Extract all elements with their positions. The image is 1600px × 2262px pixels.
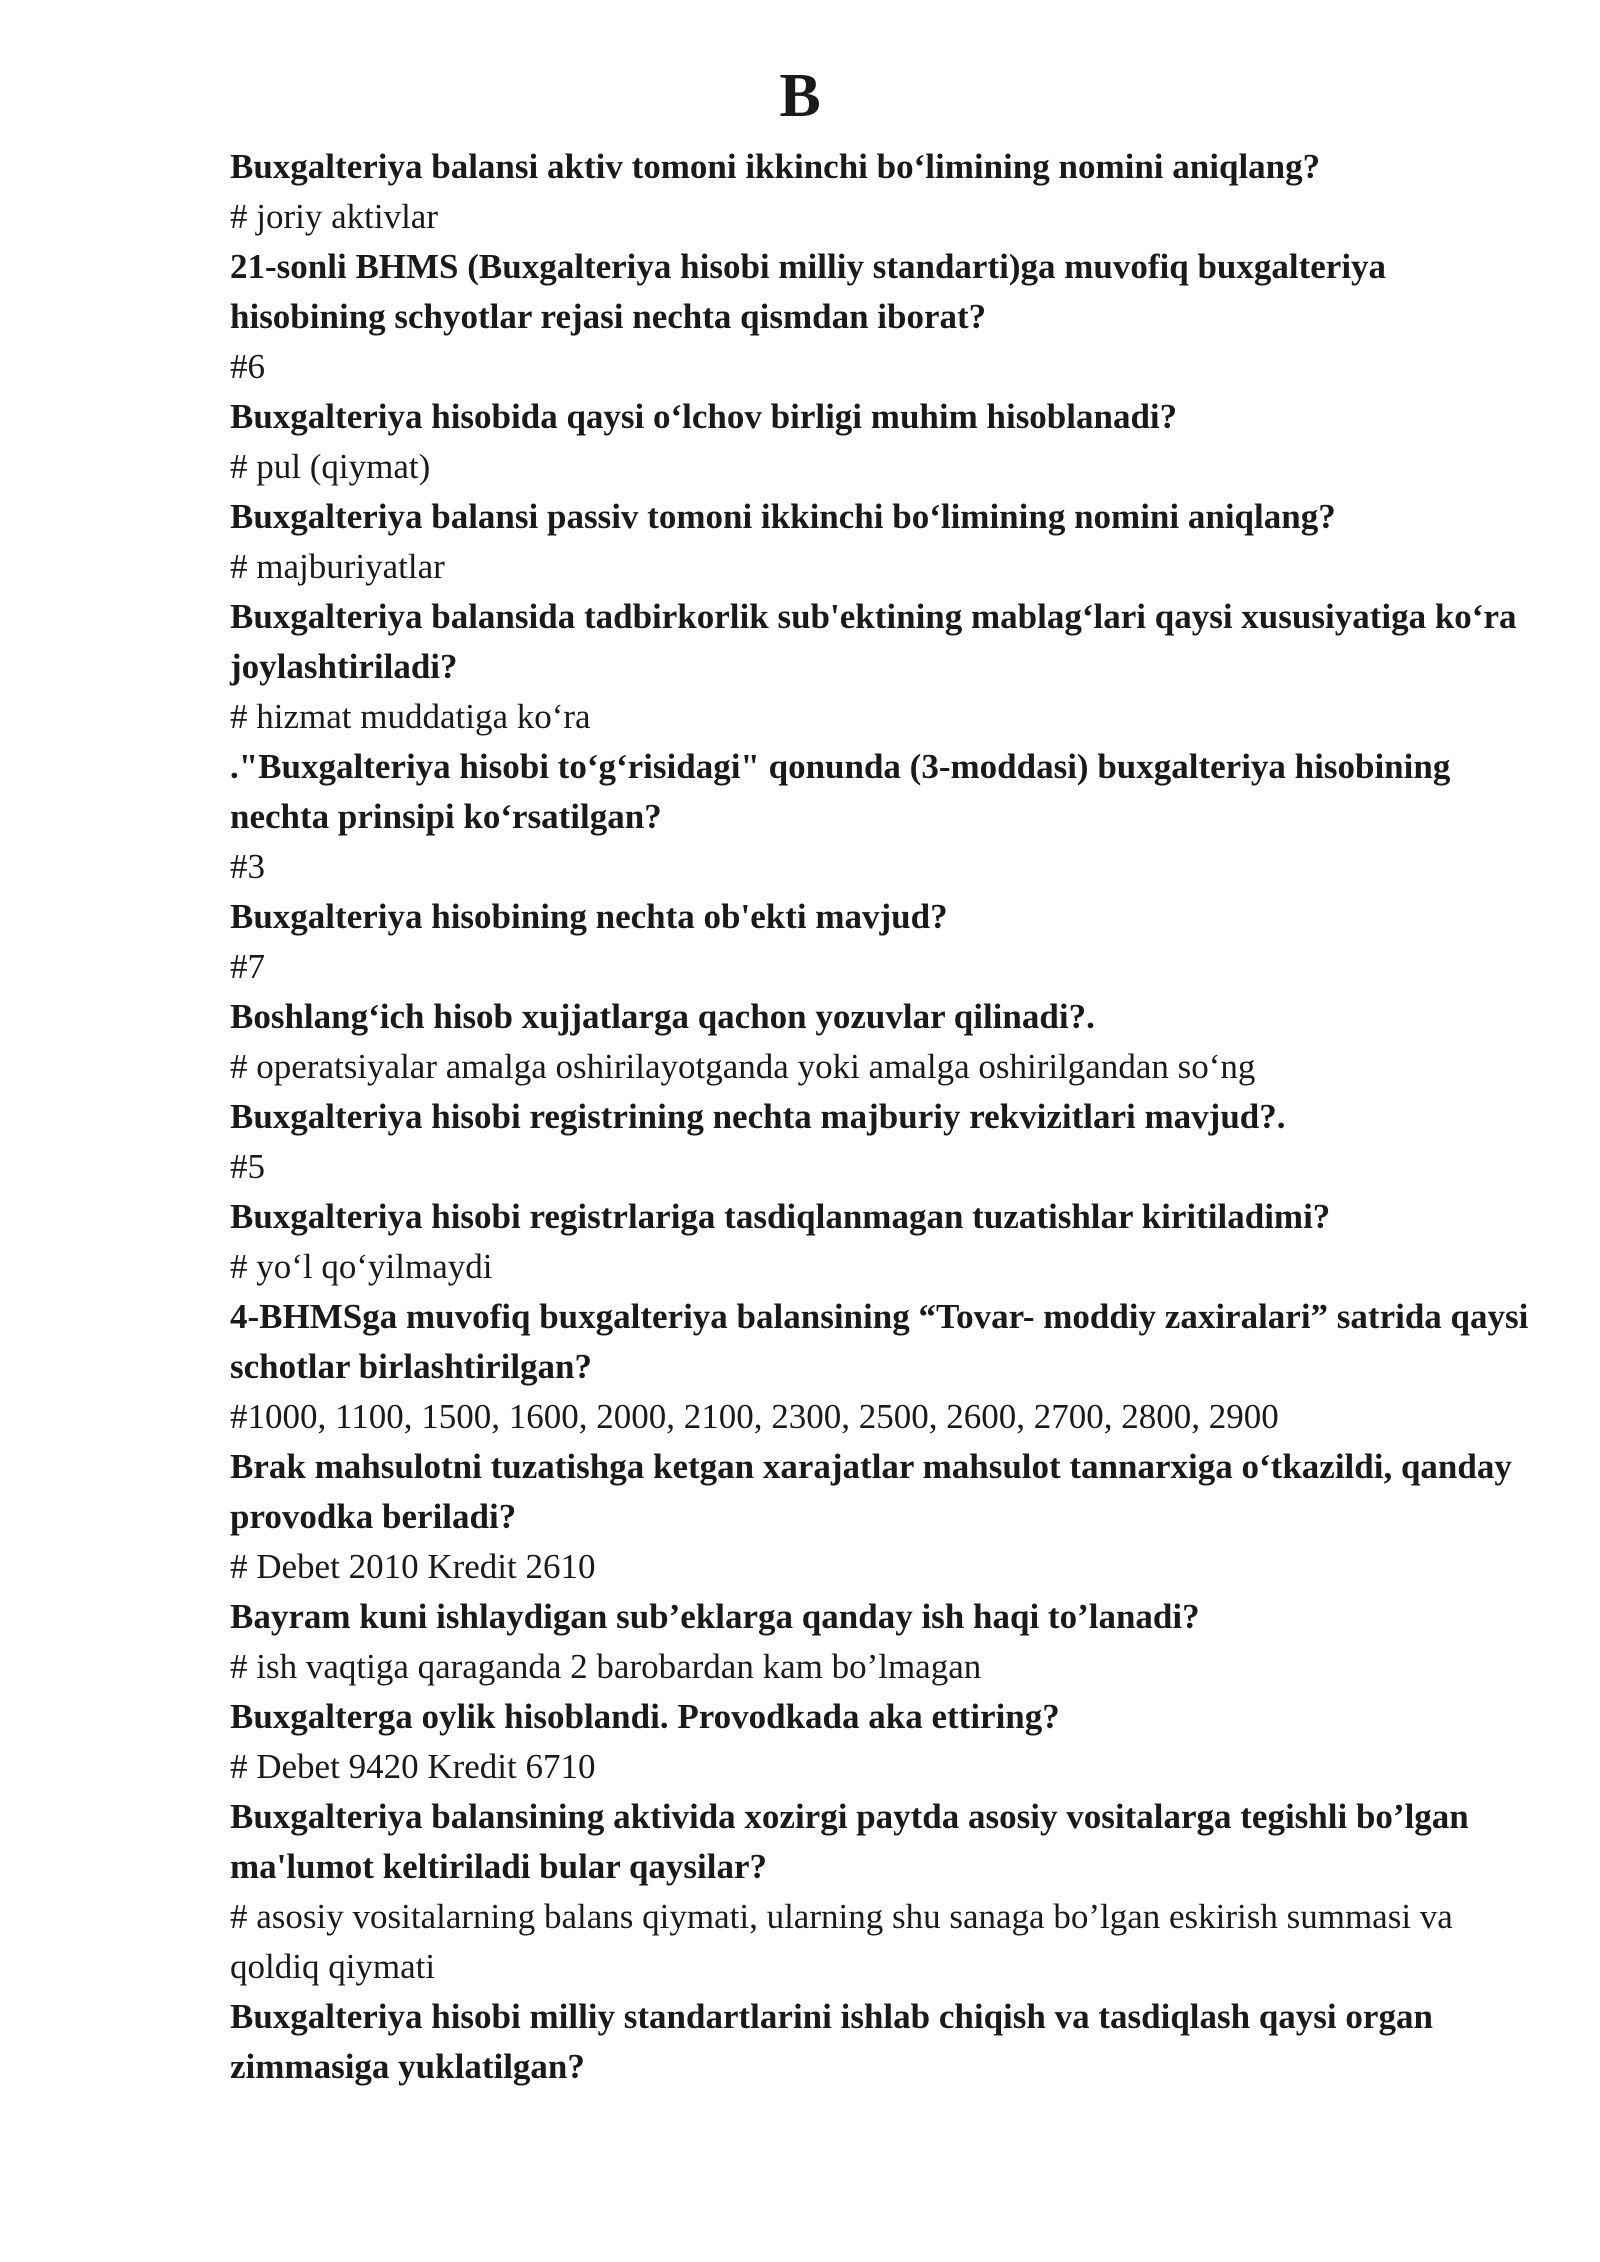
answer-text: #1000, 1100, 1500, 1600, 2000, 2100, 2300, 2500, 2600, 2700, 2800, 2900 xyxy=(230,1397,1279,1436)
qa-item xyxy=(230,592,1530,742)
question-text: 4-BHMSga muvofiq buxgalteriya balansining “Tovar- moddiy zaxiralari” satrida qaysi schotlar birlashtirilgan? xyxy=(230,1297,1529,1386)
qa-item xyxy=(230,1792,1530,1992)
qa-item xyxy=(230,1692,1530,1792)
question-text: Buxgalteriya hisobining nechta ob'ekti mavjud? xyxy=(230,897,948,936)
answer-text: #6 xyxy=(230,347,265,386)
qa-item xyxy=(230,392,1530,492)
question-text: Buxgalterga oylik hisoblandi. Provodkada aka ettiring? xyxy=(230,1697,1060,1736)
answer-text: #7 xyxy=(230,947,265,986)
qa-item xyxy=(230,1192,1530,1292)
answer-text: # hizmat muddatiga ko‘ra xyxy=(230,697,591,736)
qa-item xyxy=(230,1592,1530,1692)
qa-item xyxy=(230,142,1530,242)
question-text: ."Buxgalteriya hisobi to‘g‘risidagi" qonunda (3-moddasi) buxgalteriya hisobining nechta prinsipi ko‘rsatilgan? xyxy=(230,747,1451,836)
answer-text: # pul (qiymat) xyxy=(230,447,431,486)
answer-text: #3 xyxy=(230,847,265,886)
question-text: Buxgalteriya hisobi registrining nechta majburiy rekvizitlari mavjud?. xyxy=(230,1097,1286,1136)
qa-list xyxy=(230,142,1530,2092)
page-heading: B xyxy=(779,62,821,130)
answer-text: # ish vaqtiga qaraganda 2 barobardan kam bo’lmagan xyxy=(230,1647,982,1686)
answer-text: # joriy aktivlar xyxy=(230,197,439,236)
question-text: Buxgalteriya balansining aktivida xozirgi paytda asosiy vositalarga tegishli bo’lgan ma'lumot keltiriladi bular qaysilar? xyxy=(230,1797,1469,1886)
question-text: Buxgalteriya hisobida qaysi o‘lchov birligi muhim hisoblanadi? xyxy=(230,397,1178,436)
qa-item xyxy=(230,242,1530,392)
answer-text: # asosiy vositalarning balans qiymati, ularning shu sanaga bo’lgan eskirish summasi va qoldiq qiymati xyxy=(230,1897,1453,1986)
question-text: Buxgalteriya balansida tadbirkorlik sub'ektining mablag‘lari qaysi xususiyatiga ko‘ra joylashtiriladi? xyxy=(230,597,1517,686)
question-text: 21-sonli BHMS (Buxgalteriya hisobi milliy standarti)ga muvofiq buxgalteriya hisobining schyotlar rejasi nechta qismdan iborat? xyxy=(230,247,1387,336)
question-text: Buxgalteriya balansi passiv tomoni ikkinchi bo‘limining nomini aniqlang? xyxy=(230,497,1336,536)
question-text: Brak mahsulotni tuzatishga ketgan xarajatlar mahsulot tannarxiga o‘tkazildi, qanday provodka beriladi? xyxy=(230,1447,1512,1536)
answer-text: # majburiyatlar xyxy=(230,547,445,586)
question-text: Buxgalteriya balansi aktiv tomoni ikkinchi bo‘limining nomini aniqlang? xyxy=(230,147,1321,186)
question-text: Boshlang‘ich hisob xujjatlarga qachon yozuvlar qilinadi?. xyxy=(230,997,1095,1036)
question-text: Buxgalteriya hisobi registrlariga tasdiqlanmagan tuzatishlar kiritiladimi? xyxy=(230,1197,1331,1236)
answer-text: #5 xyxy=(230,1147,265,1186)
answer-text: # Debet 9420 Kredit 6710 xyxy=(230,1747,596,1786)
qa-item xyxy=(230,1992,1530,2092)
qa-item xyxy=(230,492,1530,592)
qa-item xyxy=(230,892,1530,992)
qa-item xyxy=(230,1092,1530,1192)
qa-item xyxy=(230,1442,1530,1592)
answer-text: # Debet 2010 Kredit 2610 xyxy=(230,1547,596,1586)
question-text: Bayram kuni ishlaydigan sub’eklarga qanday ish haqi to’lanadi? xyxy=(230,1597,1200,1636)
question-text: Buxgalteriya hisobi milliy standartlarini ishlab chiqish va tasdiqlash qaysi organ zimmasiga yuklatilgan? xyxy=(230,1997,1433,2086)
qa-item xyxy=(230,992,1530,1092)
answer-text: # yo‘l qo‘yilmaydi xyxy=(230,1247,493,1286)
qa-item xyxy=(230,742,1530,892)
answer-text: # operatsiyalar amalga oshirilayotganda yoki amalga oshirilgandan so‘ng xyxy=(230,1047,1256,1086)
qa-item xyxy=(230,1292,1530,1442)
